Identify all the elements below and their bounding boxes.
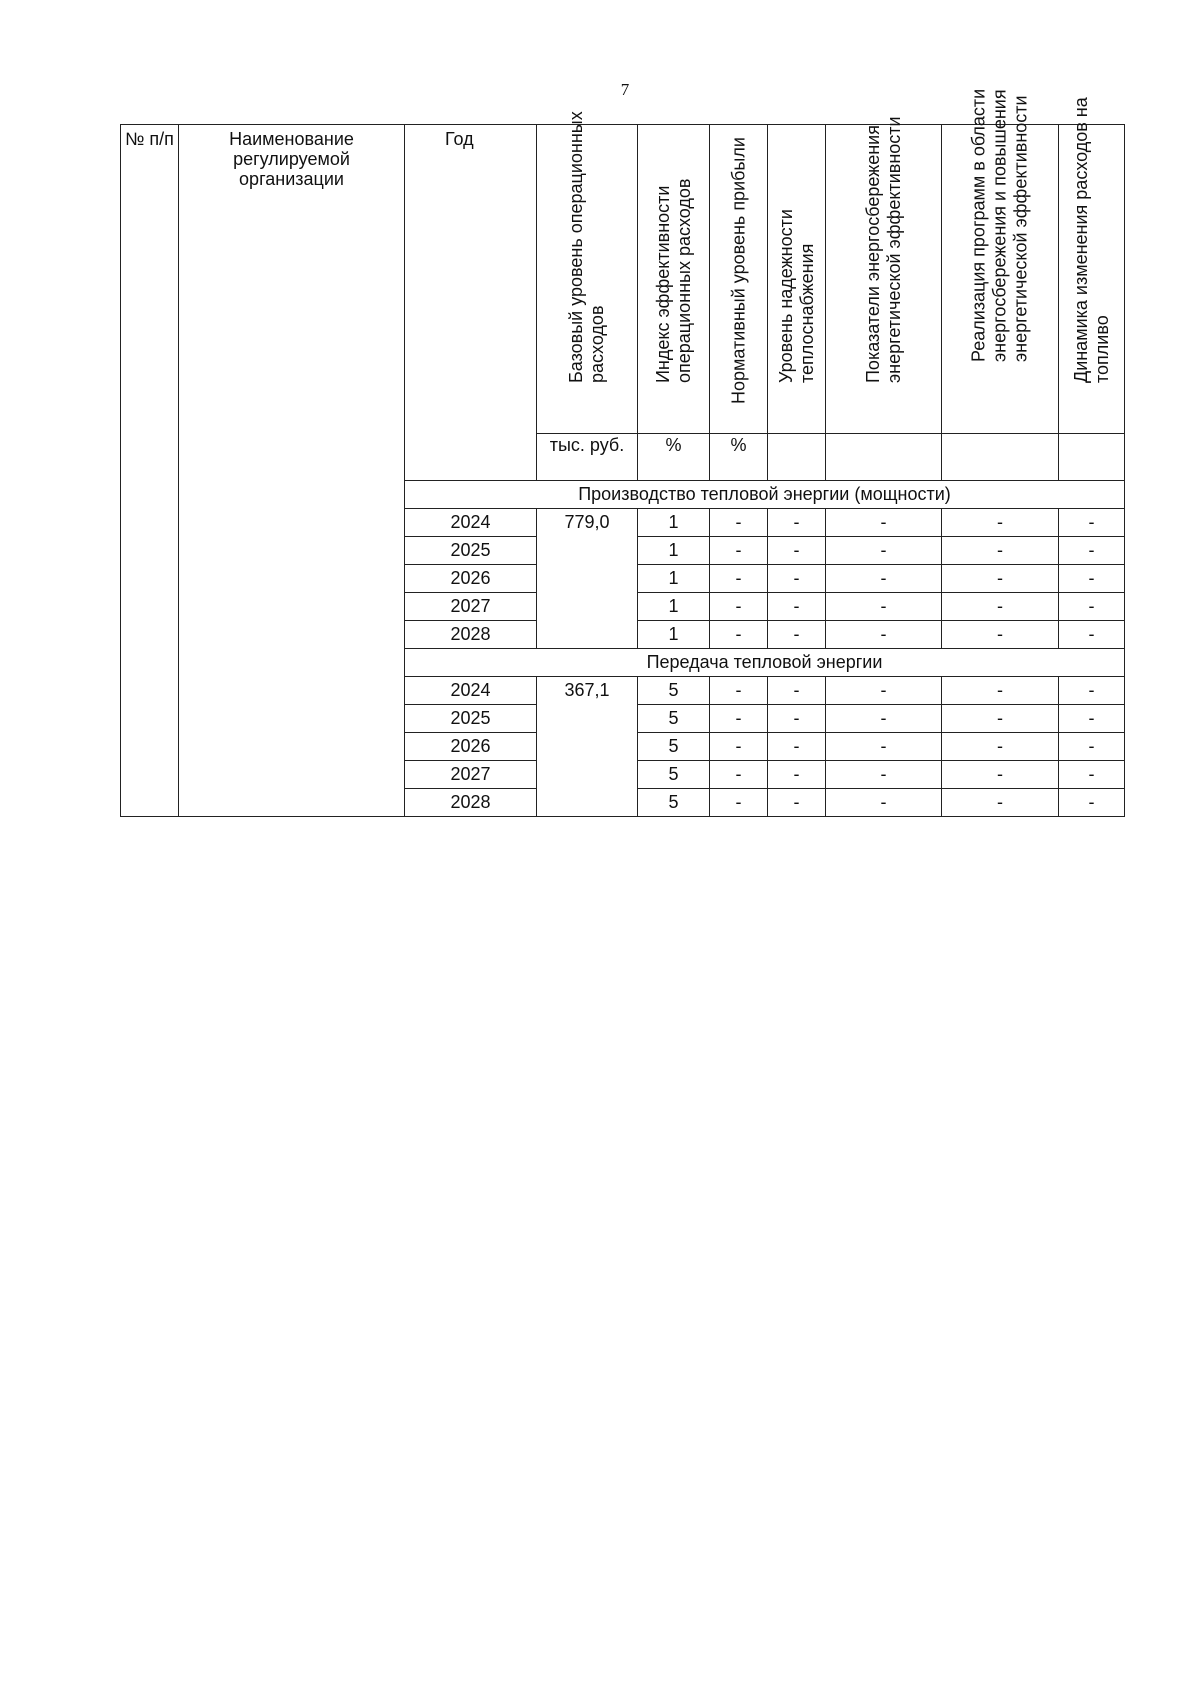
cell-energy-saving: - <box>826 677 942 705</box>
unit-cell <box>826 434 942 481</box>
cell-index: 1 <box>638 565 710 593</box>
cell-reliability: - <box>768 565 826 593</box>
header-org-name: Наименование регулируемой организации <box>179 125 405 817</box>
cell-year: 2028 <box>405 789 537 817</box>
cell-index: 1 <box>638 593 710 621</box>
header-col-label: Показатели энергосбережения энергетической эффективности <box>862 116 904 383</box>
cell-energy-saving: - <box>826 593 942 621</box>
cell-fuel: - <box>1059 761 1125 789</box>
cell-fuel: - <box>1059 593 1125 621</box>
cell-energy-saving: - <box>826 509 942 537</box>
cell-fuel: - <box>1059 677 1125 705</box>
page-number: 7 <box>620 80 630 99</box>
cell-profit: - <box>710 509 768 537</box>
cell-index: 5 <box>638 733 710 761</box>
header-col-energy-saving <box>826 116 942 434</box>
cell-fuel: - <box>1059 733 1125 761</box>
cell-profit: - <box>710 677 768 705</box>
cell-programs: - <box>942 761 1059 789</box>
cell-energy-saving: - <box>826 565 942 593</box>
cell-year: 2025 <box>405 705 537 733</box>
cell-profit: - <box>710 537 768 565</box>
cell-year: 2024 <box>405 677 537 705</box>
cell-profit: - <box>710 789 768 817</box>
cell-profit: - <box>710 593 768 621</box>
header-num: № п/п <box>121 125 179 817</box>
cell-profit: - <box>710 761 768 789</box>
cell-year: 2024 <box>405 509 537 537</box>
cell-energy-saving: - <box>826 621 942 649</box>
unit-cell <box>768 434 826 481</box>
cell-programs: - <box>942 621 1059 649</box>
cell-base-level: 779,0 <box>537 509 638 649</box>
header-col-profit <box>710 125 768 434</box>
cell-profit: - <box>710 565 768 593</box>
cell-index: 5 <box>638 705 710 733</box>
cell-reliability: - <box>768 593 826 621</box>
cell-energy-saving: - <box>826 733 942 761</box>
header-col-label: Базовый уровень операционных расходов <box>566 111 607 383</box>
cell-fuel: - <box>1059 509 1125 537</box>
cell-year: 2026 <box>405 733 537 761</box>
cell-reliability: - <box>768 537 826 565</box>
cell-year: 2028 <box>405 621 537 649</box>
cell-base-level: 367,1 <box>537 677 638 817</box>
cell-programs: - <box>942 537 1059 565</box>
cell-fuel: - <box>1059 565 1125 593</box>
cell-reliability: - <box>768 677 826 705</box>
cell-programs: - <box>942 565 1059 593</box>
cell-reliability: - <box>768 733 826 761</box>
cell-reliability: - <box>768 621 826 649</box>
cell-energy-saving: - <box>826 761 942 789</box>
cell-programs: - <box>942 789 1059 817</box>
cell-energy-saving: - <box>826 705 942 733</box>
efficiency-table <box>120 88 1125 817</box>
cell-year: 2027 <box>405 593 537 621</box>
header-col-fuel <box>1059 97 1125 434</box>
header-col-label: Уровень надежности теплоснабжения <box>775 209 817 383</box>
cell-fuel: - <box>1059 789 1125 817</box>
cell-fuel: - <box>1059 705 1125 733</box>
cell-reliability: - <box>768 705 826 733</box>
unit-cell <box>942 434 1059 481</box>
header-col-programs <box>942 88 1059 434</box>
section-title: Производство тепловой энергии (мощности) <box>405 481 1125 509</box>
cell-energy-saving: - <box>826 537 942 565</box>
header-col-label: Индекс эффективности операционных расходов <box>652 178 694 383</box>
header-col-label: Динамика изменения расходов на топливо <box>1070 97 1112 383</box>
cell-profit: - <box>710 705 768 733</box>
cell-index: 1 <box>638 537 710 565</box>
unit-cell: % <box>710 434 768 481</box>
cell-energy-saving: - <box>826 789 942 817</box>
cell-programs: - <box>942 705 1059 733</box>
cell-index: 5 <box>638 677 710 705</box>
header-col-index <box>638 125 710 434</box>
cell-fuel: - <box>1059 537 1125 565</box>
cell-index: 1 <box>638 621 710 649</box>
unit-cell: тыс. руб. <box>537 434 638 481</box>
cell-index: 5 <box>638 761 710 789</box>
cell-index: 5 <box>638 789 710 817</box>
cell-year: 2025 <box>405 537 537 565</box>
cell-programs: - <box>942 677 1059 705</box>
unit-cell: % <box>638 434 710 481</box>
cell-reliability: - <box>768 789 826 817</box>
header-col-label: Реализация программ в области энергосбережения и повышения энергетической эффективности <box>968 88 1031 362</box>
cell-year: 2026 <box>405 565 537 593</box>
section-title: Передача тепловой энергии <box>405 649 1125 677</box>
header-year: Год <box>405 125 537 481</box>
cell-year: 2027 <box>405 761 537 789</box>
cell-index: 1 <box>638 509 710 537</box>
cell-programs: - <box>942 733 1059 761</box>
header-col-base <box>537 111 638 434</box>
cell-programs: - <box>942 593 1059 621</box>
header-col-reliability <box>768 125 826 434</box>
cell-programs: - <box>942 509 1059 537</box>
cell-fuel: - <box>1059 621 1125 649</box>
unit-cell <box>1059 434 1125 481</box>
cell-reliability: - <box>768 761 826 789</box>
cell-profit: - <box>710 621 768 649</box>
header-col-label: Нормативный уровень прибыли <box>728 137 748 404</box>
cell-profit: - <box>710 733 768 761</box>
cell-reliability: - <box>768 509 826 537</box>
